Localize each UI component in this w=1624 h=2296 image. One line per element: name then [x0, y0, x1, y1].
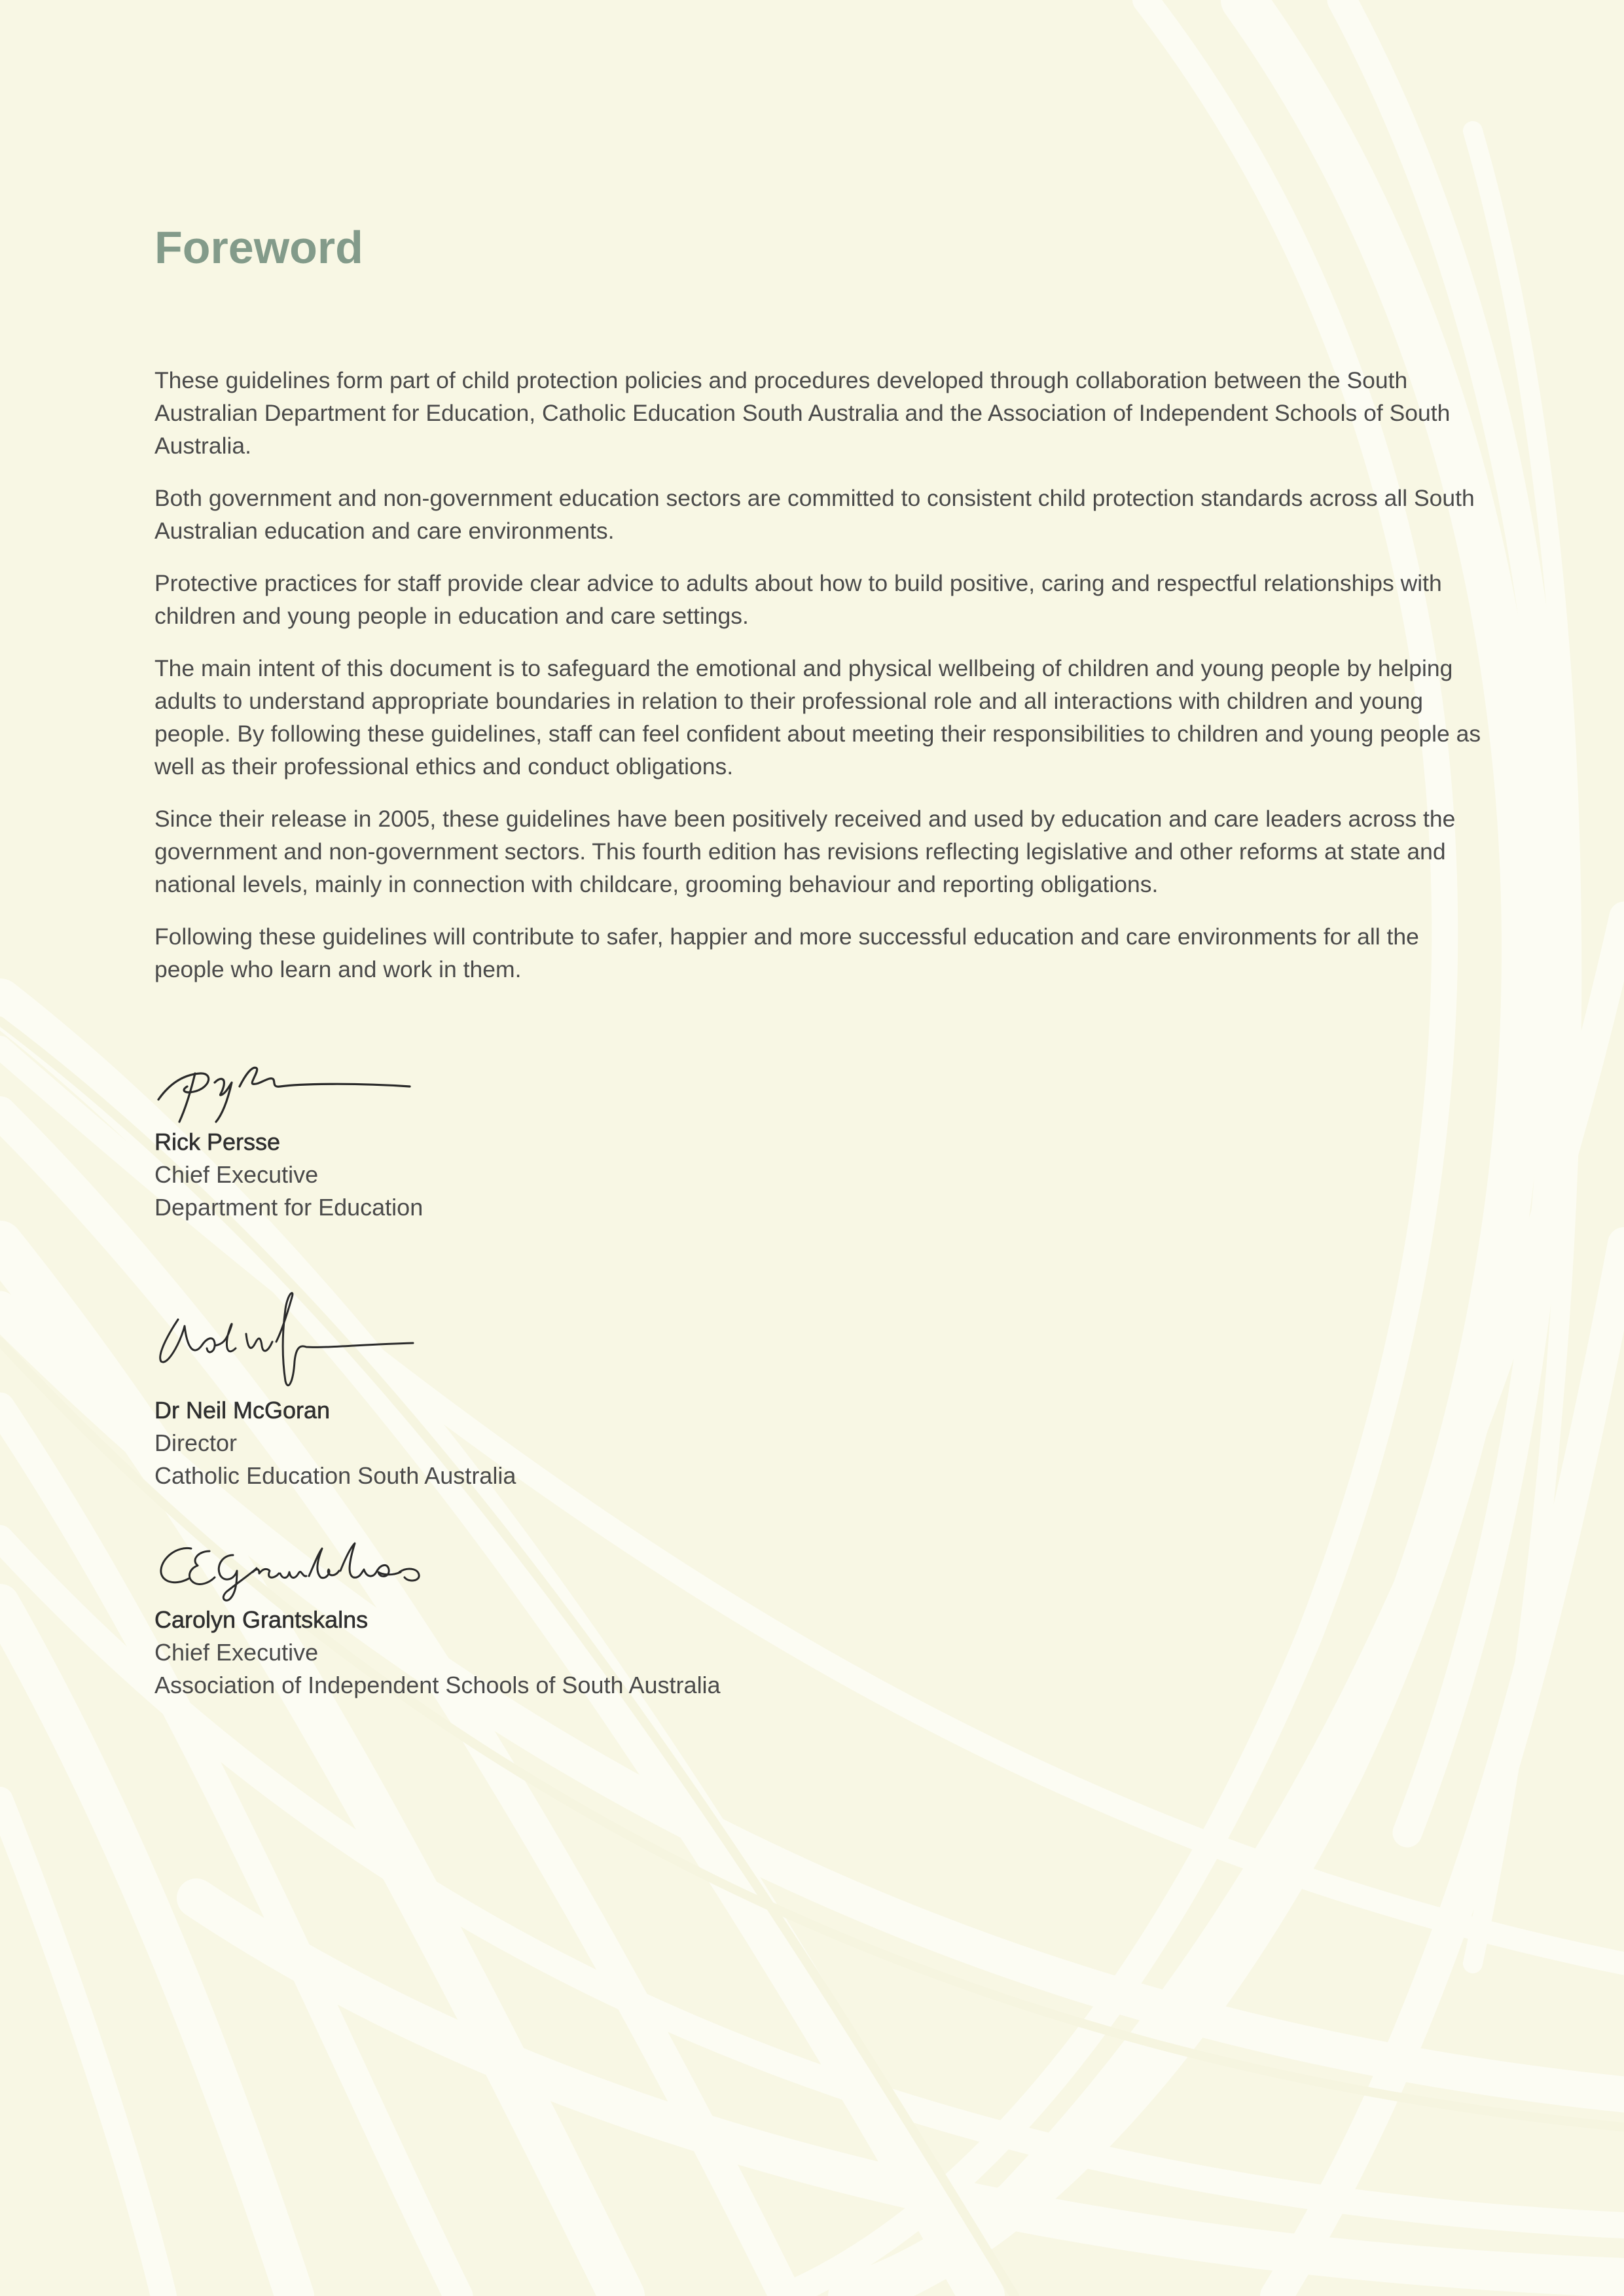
paragraph-5: Since their release in 2005, these guidelines have been positively received and used by education and care leaders across the government and non-government sectors. This fourth edition has revisions reflecting legislative and other reforms at state and national levels, mainly in connection with childcare, grooming behaviour and reporting obligations.	[154, 806, 1456, 897]
signatory-carolyn-grantskalns	[154, 1532, 940, 1702]
signature-rick-persse	[154, 1054, 429, 1126]
signatory-name: Carolyn Grantskalns	[154, 1606, 369, 1633]
page-title: Foreword	[154, 222, 363, 273]
paragraph-6: Following these guidelines will contribute to safer, happier and more successful education and care environments for all the people who learn and work in them.	[154, 924, 1419, 982]
signatory-organisation: Department for Education	[154, 1194, 424, 1221]
signatory-title: Chief Executive	[154, 1161, 319, 1188]
signature-neil-mcgoran	[154, 1283, 429, 1394]
signatory-name: Rick Persse	[154, 1128, 281, 1155]
signatory-organisation: Catholic Education South Australia	[154, 1462, 516, 1489]
signatory-rick-persse	[154, 1054, 940, 1224]
signature-carolyn-grantskalns	[154, 1532, 456, 1604]
foreword-body	[154, 364, 1483, 1005]
signatory-title: Director	[154, 1429, 238, 1456]
paragraph-2: Both government and non-government education sectors are committed to consistent child protection standards across all South Australian education and care environments.	[154, 485, 1475, 544]
signatory-organisation: Association of Independent Schools of South Australia	[154, 1672, 721, 1698]
paragraph-1: These guidelines form part of child protection policies and procedures developed through collaboration between the South Australian Department for Education, Catholic Education South Australia and the Association of Independent Schools of South Australia.	[154, 367, 1451, 459]
paragraph-3: Protective practices for staff provide clear advice to adults about how to build positive, caring and respectful relationships with children and young people in education and care settings.	[154, 570, 1442, 629]
signatory-name: Dr Neil McGoran	[154, 1397, 331, 1424]
paragraph-4: The main intent of this document is to safeguard the emotional and physical wellbeing of children and young people by helping adults to understand appropriate boundaries in relation to their professional role and all interactions with children and young people. By following these guidelines, staff can feel confident about meeting their responsibilities to children and young people as well as their professional ethics and conduct obligations.	[154, 655, 1481, 780]
signatory-neil-mcgoran	[154, 1283, 940, 1492]
signatory-title: Chief Executive	[154, 1639, 319, 1666]
